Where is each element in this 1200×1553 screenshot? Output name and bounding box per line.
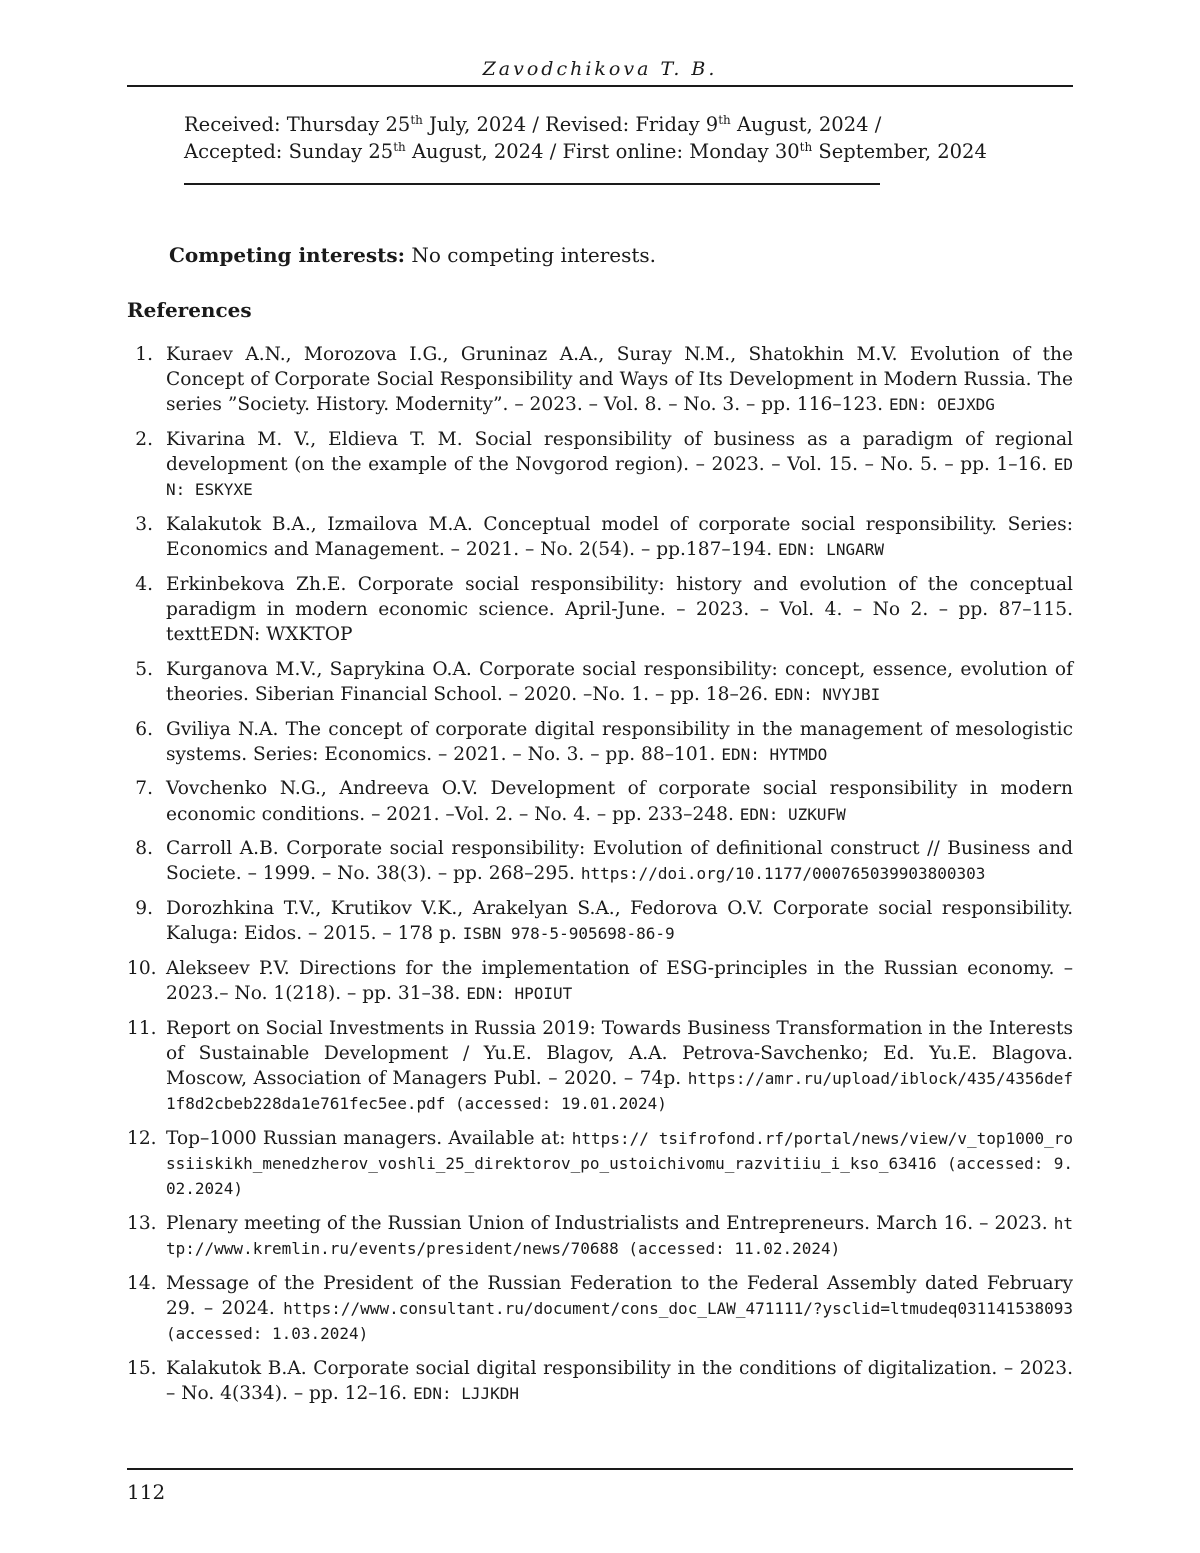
reference-identifier: https://doi.org/10.1177/000765039903800303 xyxy=(580,864,986,884)
reference-text: Kivarina M. V., Eldieva T. M. Social responsibility of business as a paradigm of regional development (on the example of the Novgorod region). – 2023. – Vol. 15. – No. 5. – pp. 1–16. xyxy=(166,429,1073,476)
reference-item xyxy=(127,956,1073,1006)
reference-item xyxy=(127,896,1073,946)
reference-text: Carroll A.B. Corporate social responsibility: Evolution of definitional construct // Business and Societe. – 1999. – No. 38(3). – pp. 268–295. xyxy=(166,838,1073,885)
reference-item xyxy=(127,1356,1073,1406)
reference-text: Message of the President of the Russian Federation to the Federal Assembly dated February 29. – 2024. xyxy=(166,1272,1073,1319)
running-head: Zavodchikova T. B. xyxy=(482,58,718,80)
reference-number: 1. xyxy=(135,344,153,365)
reference-text: Report on Social Investments in Russia 2019: Towards Business Transformation in the Interests of Sustainable Development / Yu.E. Blagov, A.A. Petrova-Savchenko; Ed. Yu.E. Blagova. Moscow, Association of Managers Publ. – 2020. – 74p. xyxy=(166,1017,1073,1089)
received-text: Received: Thursday 25 xyxy=(184,113,411,136)
header-rule xyxy=(127,85,1073,87)
reference-item xyxy=(127,1211,1073,1261)
reference-item xyxy=(127,657,1073,707)
revised-text: July, 2024 / Revised: Friday 9 xyxy=(422,113,719,136)
reference-number: 5. xyxy=(135,658,153,680)
reference-identifier: https:// tsifrofond.rf/portal/news/view/v_top1000_rossiiskikh_menedzherov_voshli_25_direktorov_po_ustoichivomu_razvitiiu_i_kso_63416 (accessed: 9.02.2024) xyxy=(166,1128,1073,1199)
reference-text: Kalakutok B.A. Corporate social digital responsibility in the conditions of digitalization. – 2023. – No. 4(334). – pp. 12–16. xyxy=(166,1357,1073,1404)
reference-identifier: EDN: LJJKDH xyxy=(413,1383,520,1403)
reference-identifier: EDN: UZKUFW xyxy=(739,804,846,824)
reference-number: 15. xyxy=(127,1357,157,1379)
reference-text: Plenary meeting of the Russian Union of Industrialists and Entrepreneurs. March 16. – 2023. xyxy=(166,1212,1054,1234)
reference-item xyxy=(127,427,1073,503)
reference-number: 8. xyxy=(135,838,153,860)
reference-number: 2. xyxy=(135,429,153,450)
reference-item xyxy=(127,512,1073,562)
ordinal-suffix: th xyxy=(410,113,423,127)
reference-identifier: EDN: NVYJBI xyxy=(774,685,881,704)
reference-identifier: EDN: OEJXDG xyxy=(888,395,995,415)
reference-item xyxy=(127,342,1073,418)
reference-number: 13. xyxy=(127,1212,157,1234)
reference-number: 6. xyxy=(135,718,153,740)
reference-text: Dorozhkina T.V., Krutikov V.K., Arakelyan S.A., Fedorova O.V. Corporate social responsibility. Kaluga: Eidos. – 2015. – 178 p. xyxy=(166,897,1073,945)
dates-line-1 xyxy=(184,111,1084,138)
reference-item xyxy=(127,717,1073,767)
footer-rule xyxy=(127,1468,1073,1470)
ordinal-suffix: th xyxy=(799,140,813,154)
competing-interests-value: No competing interests. xyxy=(404,243,657,267)
references-list xyxy=(127,342,1073,1415)
reference-text: Kalakutok B.A., Izmailova M.A. Conceptual model of corporate social responsibility. Series: Economics and Management. – 2021. – No. 2(54). – pp.187–194. xyxy=(166,514,1073,561)
reference-identifier: http://www.kremlin.ru/events/president/news/70688 (accessed: 11.02.2024) xyxy=(166,1213,1073,1258)
dates-line-2 xyxy=(184,138,1084,165)
reference-item xyxy=(127,836,1073,886)
reference-text: Gviliya N.A. The concept of corporate digital responsibility in the management of mesologistic systems. Series: Economics. – 2021. – No. 3. – pp. 88–101. xyxy=(166,718,1073,765)
reference-item xyxy=(127,1271,1073,1347)
reference-identifier: ISBN 978-5-905698-86-9 xyxy=(462,924,675,944)
publication-dates xyxy=(184,111,1084,165)
reference-number: 14. xyxy=(127,1272,157,1294)
reference-number: 4. xyxy=(135,573,153,595)
reference-number: 7. xyxy=(135,778,153,800)
first-online-date-text: September, 2024 xyxy=(812,140,987,163)
reference-item xyxy=(127,1016,1073,1117)
reference-text: Kuraev A.N., Morozova I.G., Gruninaz A.A., Suray N.M., Shatokhin M.V. Evolution of the Concept of Corporate Social Responsibility and Ways of Its Development in Modern Russia. The series ”Society. History. Modernity”. – 2023. – Vol. 8. – No. 3. – pp. 116–123. xyxy=(166,344,1073,416)
reference-item xyxy=(127,776,1073,826)
reference-number: 10. xyxy=(127,957,157,979)
reference-number: 11. xyxy=(127,1017,157,1039)
reference-text: Vovchenko N.G., Andreeva O.V. Development of corporate social responsibility in modern economic conditions. – 2021. –Vol. 2. – No. 4. – pp. 233–248. xyxy=(166,778,1073,825)
reference-identifier: EDN: HYTMDO xyxy=(721,744,828,764)
reference-identifier: EDN: LNGARW xyxy=(778,540,884,560)
reference-text: Erkinbekova Zh.E. Corporate social responsibility: history and evolution of the conceptual paradigm in modern economic science. April-June. – 2023. – Vol. 4. – No 2. – pp. 87–115. texttEDN: WXKTOP xyxy=(166,573,1073,646)
competing-interests xyxy=(169,243,656,267)
accepted-text: Accepted: Sunday 25 xyxy=(184,140,394,163)
reference-identifier: EDN: HPOIUT xyxy=(466,983,573,1003)
reference-text: Alekseev P.V. Directions for the implementation of ESG-principles in the Russian economy. – 2023.– No. 1(218). – pp. 31–38. xyxy=(166,957,1073,1004)
references-heading: References xyxy=(127,298,252,322)
reference-item xyxy=(127,1126,1073,1202)
reference-identifier: https://www.consultant.ru/document/cons_doc_LAW_471111/?ysclid=ltmudeq031141538093 (accessed: 1.03.2024) xyxy=(166,1298,1073,1343)
reference-number: 3. xyxy=(135,514,153,535)
first-online-text: August, 2024 / First online: Monday 30 xyxy=(405,140,800,163)
page-number: 112 xyxy=(127,1480,166,1504)
reference-number: 9. xyxy=(135,897,153,919)
reference-text: Kurganova M.V., Saprykina O.A. Corporate social responsibility: concept, essence, evolution of theories. Siberian Financial School. – 2020. –No. 1. – pp. 18–26. xyxy=(166,658,1073,705)
ordinal-suffix: th xyxy=(393,140,406,154)
competing-interests-label: Competing interests: xyxy=(169,243,405,267)
ordinal-suffix: th xyxy=(718,113,731,127)
reference-identifier: https://amr.ru/upload/iblock/435/4356def1f8d2cbeb228da1e761fec5ee.pdf (accessed: 19.01.2024) xyxy=(166,1068,1073,1114)
reference-identifier: EDN: ESKYXE xyxy=(166,455,1073,500)
reference-number: 12. xyxy=(127,1127,157,1149)
dates-rule xyxy=(184,183,880,185)
reference-text: Top–1000 Russian managers. Available at: xyxy=(166,1127,572,1149)
reference-item xyxy=(127,572,1073,648)
revised-date-text: August, 2024 / xyxy=(730,113,882,136)
